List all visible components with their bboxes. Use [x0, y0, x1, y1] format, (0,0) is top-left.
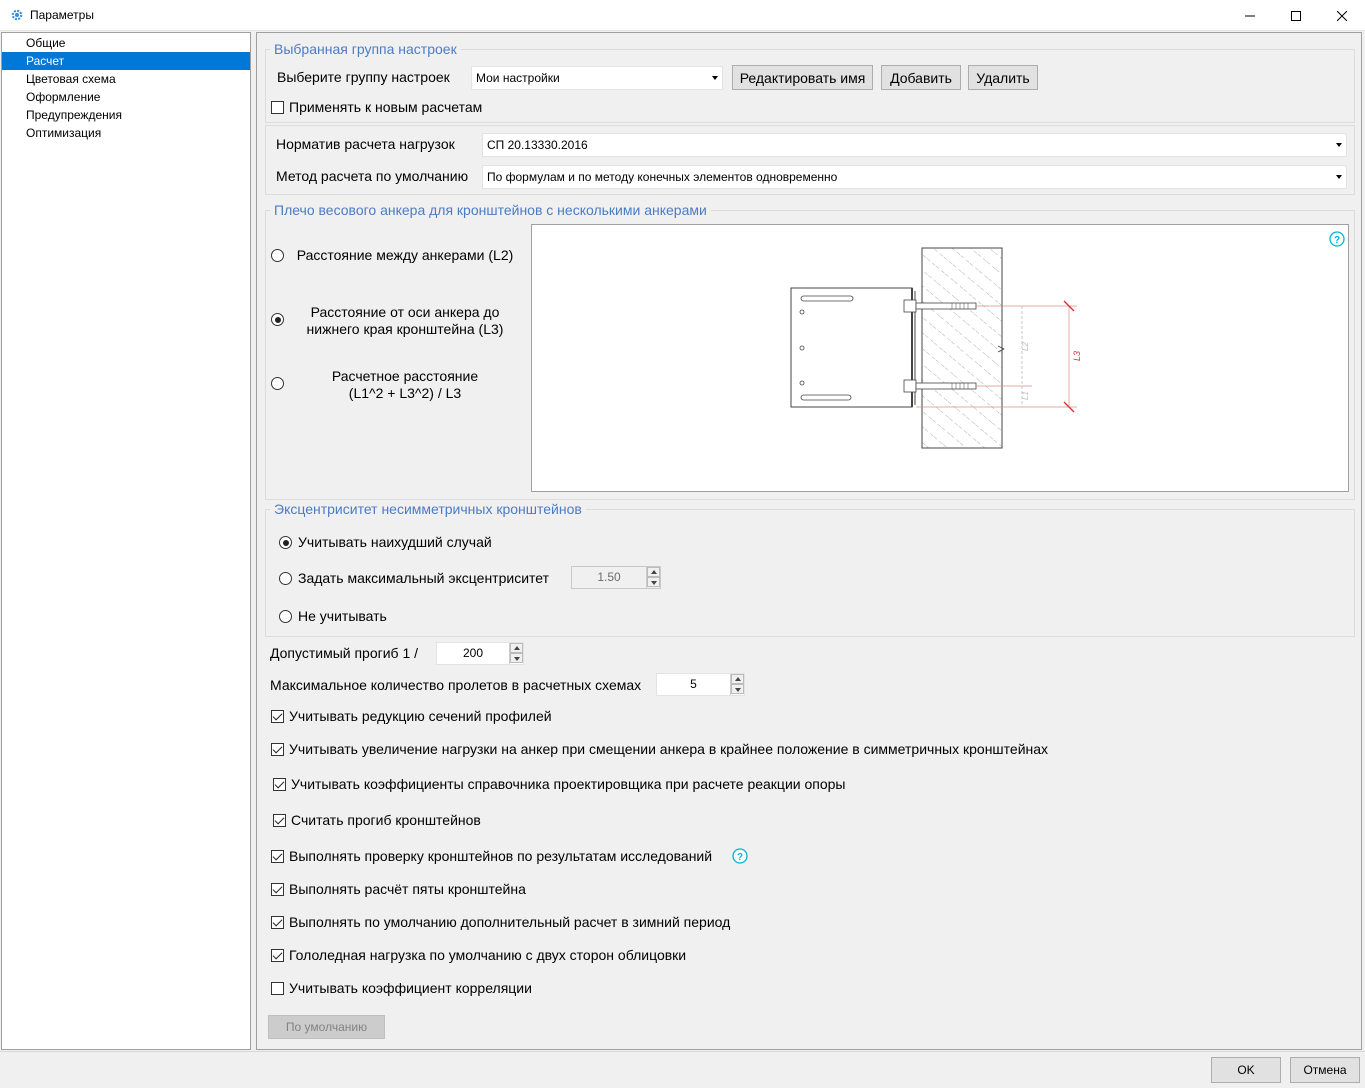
add-button[interactable]: Добавить — [881, 65, 961, 90]
eccentricity-radio-worst[interactable] — [279, 536, 292, 549]
eccentricity-max-label: Задать максимальный эксцентриситет — [298, 570, 550, 586]
delete-button[interactable]: Удалить — [968, 65, 1038, 90]
dimension-label-l1: L1 — [1021, 391, 1030, 400]
anchor-load-increase-label: Учитывать увеличение нагрузки на анкер при смещении анкера в крайнее положение в симметричных кронштейнах — [289, 741, 1049, 757]
sidebar-item-general[interactable]: Общие — [26, 36, 66, 50]
anchor-arm-option-l2: Расстояние между анкерами (L2) — [296, 247, 514, 263]
checkbox-profile-reduction[interactable] — [271, 710, 284, 723]
anchor-arm-radio-l3[interactable] — [271, 313, 284, 326]
checkbox-designer-coefficients[interactable] — [273, 778, 286, 791]
anchor-diagram-panel — [531, 224, 1349, 492]
window-title: Параметры — [30, 8, 94, 22]
research-check-label: Выполнять проверку кронштейнов по результатам исследований — [289, 848, 713, 864]
bracket-anchor-diagram — [532, 225, 1350, 493]
default-method-select[interactable] — [482, 165, 1347, 189]
eccentricity-max-spinbox[interactable]: 1.50 — [571, 566, 661, 589]
select-group-label: Выберите группу настроек — [277, 69, 450, 85]
sidebar-item-warnings[interactable]: Предупреждения — [26, 108, 122, 122]
sidebar-item-color-scheme[interactable]: Цветовая схема — [26, 72, 116, 86]
svg-text:?: ? — [1333, 235, 1341, 246]
gear-icon — [10, 8, 24, 22]
checkbox-winter-calc[interactable] — [271, 916, 284, 929]
sidebar — [1, 32, 251, 1050]
anchor-arm-option-l3: Расстояние от оси анкера до нижнего края кронштейна (L3) — [306, 304, 504, 337]
profile-reduction-label: Учитывать редукцию сечений профилей — [289, 708, 552, 724]
maximize-icon — [1291, 11, 1301, 21]
cancel-button[interactable]: Отмена — [1290, 1057, 1360, 1083]
checkbox-research-check[interactable] — [271, 850, 284, 863]
checkbox-correlation[interactable] — [271, 982, 284, 995]
checkbox-bracket-deflection[interactable] — [273, 814, 286, 827]
minimize-icon — [1245, 11, 1255, 21]
help-icon[interactable] — [1329, 231, 1345, 247]
dimension-label-l3: L3 — [1072, 350, 1082, 361]
max-spans-spinbox[interactable]: 5 — [656, 673, 745, 696]
eccentricity-radio-none[interactable] — [279, 610, 292, 623]
checkbox-anchor-load-increase[interactable] — [271, 743, 284, 756]
anchor-arm-title: Плечо весового анкера для кронштейнов с несколькими анкерами — [270, 202, 711, 218]
default-method-label: Метод расчета по умолчанию — [276, 168, 469, 184]
ice-load-label: Гололедная нагрузка по умолчанию с двух сторон облицовки — [289, 947, 687, 963]
eccentricity-radio-max[interactable] — [279, 572, 292, 585]
close-button[interactable] — [1319, 0, 1365, 31]
bracket-deflection-label: Считать прогиб кронштейнов — [291, 812, 481, 828]
restore-defaults-button[interactable]: По умолчанию — [268, 1015, 385, 1039]
default-method-value: По формулам и по методу конечных элементов одновременно — [487, 170, 838, 184]
checkbox-bracket-heel[interactable] — [271, 883, 284, 896]
dialog-footer — [0, 1051, 1365, 1088]
edit-name-button[interactable]: Редактировать имя — [732, 65, 873, 90]
main-panel — [256, 32, 1362, 1050]
sidebar-item-optimization[interactable]: Оптимизация — [26, 126, 102, 140]
eccentricity-title: Эксцентриситет несимметричных кронштейнов — [270, 501, 586, 517]
chevron-down-icon — [1336, 175, 1342, 179]
eccentricity-worst-label: Учитывать наихудший случай — [298, 534, 492, 550]
apply-new-label: Применять к новым расчетам — [289, 99, 483, 115]
load-standard-label: Норматив расчета нагрузок — [276, 136, 455, 152]
bracket-heel-label: Выполнять расчёт пяты кронштейна — [289, 881, 526, 897]
anchor-arm-radio-l2[interactable] — [271, 249, 284, 262]
close-icon — [1337, 11, 1347, 21]
title-bar — [0, 0, 1365, 31]
checkbox-ice-load[interactable] — [271, 949, 284, 962]
svg-text:?: ? — [736, 852, 744, 863]
dimension-label-l2: L2 — [1021, 342, 1030, 351]
spin-up-icon[interactable] — [731, 674, 744, 684]
minimize-button[interactable] — [1227, 0, 1273, 31]
spin-up-icon[interactable] — [510, 643, 523, 653]
eccentricity-none-label: Не учитывать — [298, 608, 387, 624]
designer-coefficients-label: Учитывать коэффициенты справочника проектировщика при расчете реакции опоры — [291, 776, 846, 792]
correlation-label: Учитывать коэффициент корреляции — [289, 980, 532, 996]
load-standard-select[interactable] — [482, 133, 1347, 157]
settings-group-title: Выбранная группа настроек — [270, 41, 461, 57]
sidebar-item-appearance[interactable]: Оформление — [26, 90, 101, 104]
deflection-spinbox[interactable]: 200 — [436, 642, 524, 665]
ok-button[interactable]: OK — [1211, 1057, 1281, 1083]
maximize-button[interactable] — [1273, 0, 1319, 31]
spin-down-icon[interactable] — [510, 653, 523, 663]
apply-new-checkbox[interactable] — [271, 101, 284, 114]
settings-group-select[interactable] — [471, 66, 723, 90]
anchor-arm-option-calc: Расчетное расстояние (L1^2 + L3^2) / L3 — [331, 368, 479, 401]
winter-calc-label: Выполнять по умолчанию дополнительный расчет в зимний период — [289, 914, 731, 930]
max-spans-label: Максимальное количество пролетов в расчетных схемах — [270, 677, 642, 693]
help-icon[interactable] — [732, 848, 748, 864]
chevron-down-icon — [1336, 143, 1342, 147]
sidebar-item-calculation[interactable]: Расчет — [2, 52, 250, 70]
spin-up-icon[interactable] — [647, 567, 660, 577]
spin-down-icon[interactable] — [647, 577, 660, 587]
deflection-label: Допустимый прогиб 1 / — [270, 645, 419, 661]
chevron-down-icon — [712, 76, 718, 80]
anchor-arm-radio-calc[interactable] — [271, 377, 284, 390]
spin-down-icon[interactable] — [731, 684, 744, 694]
settings-group-value: Мои настройки — [476, 71, 560, 85]
load-standard-value: СП 20.13330.2016 — [487, 138, 588, 152]
